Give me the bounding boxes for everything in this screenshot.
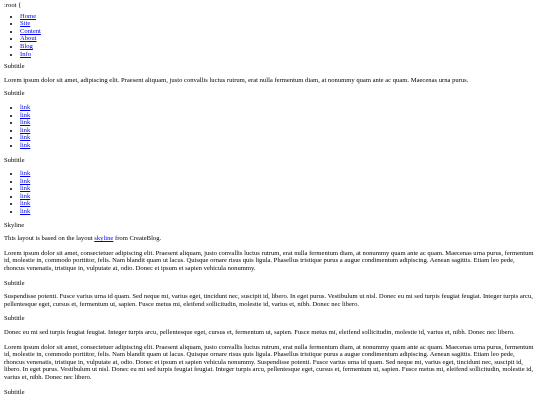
nav-link-site[interactable]: Site [20, 20, 31, 28]
sidebar-link[interactable]: link [20, 177, 31, 185]
layout-credit-before: This layout is based on the layout [4, 235, 95, 243]
nav-item-content [20, 28, 536, 36]
intro-paragraph: Lorem ipsum dolor sit amet, adipiscing elit. Praesent aliquam, justo convallis luctus rutrum, erat nulla fermentum diam, at nonummy quam ante ac quam. Maecenas urna purus. [4, 76, 469, 84]
content-subtitle-3: Subtitle [4, 388, 25, 396]
nav-link-info[interactable]: Info [20, 50, 31, 58]
content-paragraph-1: Lorem ipsum dolor sit amet, consectetuer adipiscing elit. Praesent aliquam, justo convallis luctus rutrum, erat nulla fermentum diam, at nonummy quam ante ac quam. Maecenas urna purus, fermentum id, molestie in, commodo porttitor, felis. Nam blandit quam ut lacus. Quisque ornare risus quis ligula. Phasellus tristique purus a augue condimentum adipiscing. Aenean sagittis. Etiam leo pede, rhoncus venenatis, tristique in, vulputate at, odio. Donec et ipsum et sapien vehicula nonummy. [4, 249, 534, 273]
skyline-heading: Skyline [4, 221, 25, 229]
layout-credit-after: from CreateBlog. [113, 235, 162, 243]
page [4, 2, 536, 402]
sidebar-link[interactable]: link [20, 103, 31, 111]
nav-item-blog [20, 43, 536, 51]
content-paragraph-4: Lorem ipsum dolor sit amet, consectetuer adipiscing elit. Praesent aliquam, justo convallis luctus rutrum, erat nulla fermentum diam, at nonummy quam ante ac quam. Maecenas urna purus, fermentum id, molestie in, commodo porttitor, felis. Nam blandit quam ut lacus. Quisque ornare risus quis ligula. Phasellus tristique purus a augue condimentum adipiscing. Aenean sagittis. Etiam leo pede, rhoncus venenatis, tristique in, vulputate at, odio. Donec et ipsum et sapien vehicula nonummy. Suspendisse potenti. Fusce varius urna id quam. Sed neque mi, varius eget, tincidunt nec, suscipit id, libero. In eget purus. Vestibulum ut nisl. Donec eu mi sed turpis feugiat feugiat. Integer turpis arcu, pellentesque eget, cursus et, fermentum ut, sapien. Fusce metus mi, eleifend sollicitudin, molestie id, varius et, nibh. Donec nec libero. [4, 343, 534, 381]
sidebar-link[interactable]: link [20, 200, 31, 208]
skyline-link[interactable]: skyline [94, 235, 114, 243]
main-nav [4, 13, 536, 59]
sidebar-link[interactable]: link [20, 192, 31, 200]
list-item [20, 178, 536, 186]
nav-link-content[interactable]: Content [20, 27, 41, 35]
sidebar-link[interactable]: link [20, 119, 31, 127]
sidebar-link[interactable]: link [20, 185, 31, 193]
list-item [20, 104, 536, 112]
sidebar-link[interactable]: link [20, 126, 31, 134]
link-list-1 [4, 104, 536, 150]
list-item [20, 134, 536, 142]
layout-credit [4, 235, 536, 243]
list-item [20, 142, 536, 150]
nav-link-blog[interactable]: Blog [20, 42, 33, 50]
sidebar-link[interactable]: link [20, 111, 31, 119]
list-item [20, 112, 536, 120]
list-item [20, 208, 536, 216]
list-item [20, 185, 536, 193]
list-item [20, 127, 536, 135]
nav-item-info [20, 51, 536, 59]
header-subtitle: Subtitle [4, 63, 25, 71]
content-paragraph-3: Donec eu mi sed turpis feugiat feugiat. Integer turpis arcu, pellentesque eget, cursus et, fermentum ut, sapien. Fusce metus mi, eleifend sollicitudin, molestie id, varius et, nibh. Donec nec libero. [4, 329, 515, 336]
nav-link-about[interactable]: About [20, 35, 37, 43]
sidebar-link[interactable]: link [20, 134, 31, 142]
nav-item-about [20, 35, 536, 43]
sidebar-subtitle-1: Subtitle [4, 90, 25, 98]
list-item [20, 200, 536, 208]
nav-item-home [20, 13, 536, 21]
sidebar-link[interactable]: link [20, 141, 31, 149]
content-subtitle-1: Subtitle [4, 279, 25, 287]
list-item [20, 193, 536, 201]
content-paragraph-2: Suspendisse potenti. Fusce varius urna id quam. Sed neque mi, varius eget, tincidunt nec, suscipit id, libero. In eget purus. Vestibulum ut nisl. Donec eu mi sed turpis feugiat feugiat. Integer turpis arcu, pellentesque eget, cursus et, fermentum ut, sapien. Fusce metus mi, eleifend sollicitudin, molestie id, varius et, nibh. Donec nec libero. [4, 293, 533, 308]
sidebar-link[interactable]: link [20, 208, 31, 216]
nav-item-site [20, 20, 536, 28]
raw-css-text: :root { [4, 2, 22, 9]
nav-link-home[interactable]: Home [20, 12, 37, 20]
sidebar-link[interactable]: link [20, 170, 31, 178]
link-list-2 [4, 170, 536, 216]
list-item [20, 119, 536, 127]
list-item [20, 170, 536, 178]
content-subtitle-2: Subtitle [4, 315, 25, 323]
sidebar-subtitle-2: Subtitle [4, 156, 25, 164]
